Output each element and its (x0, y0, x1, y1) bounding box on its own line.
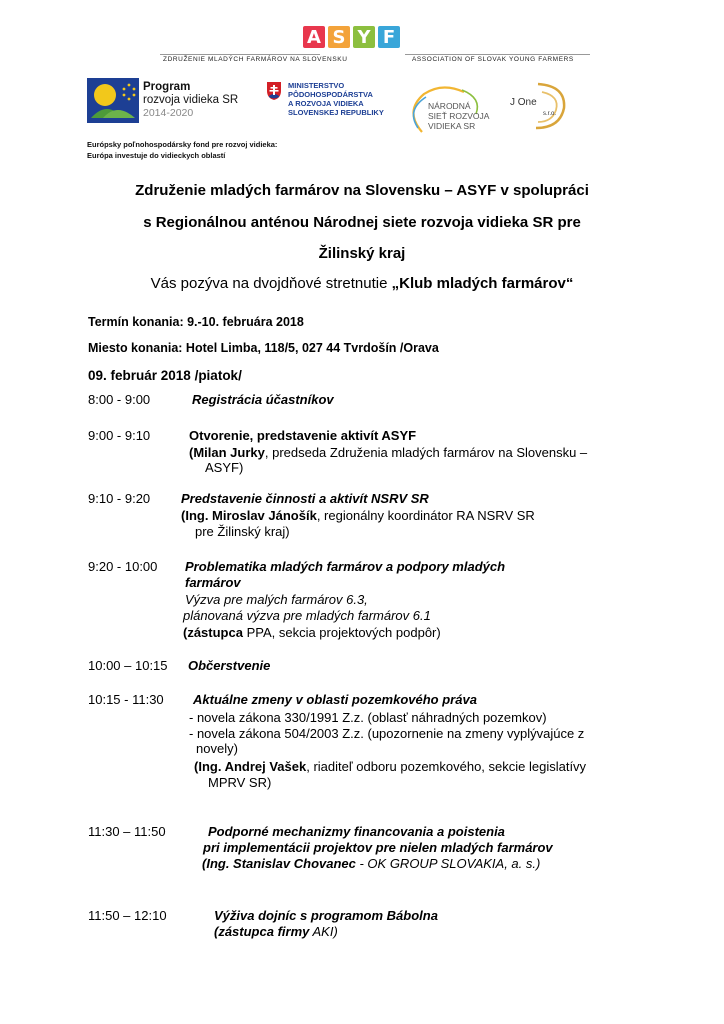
agenda-speaker-line (183, 625, 441, 640)
agenda-speaker-role: , riaditeľ odboru pozemkového, sekcie legislatívy (306, 759, 587, 774)
jone-suffix: s.r.o. (543, 111, 557, 117)
agenda-speaker-line (214, 924, 338, 939)
agenda-speaker-role: - OK GROUP SLOVAKIA, a. s.) (355, 856, 541, 871)
eu-fund-caption (87, 139, 277, 161)
nsrv-line: SIEŤ ROZVOJA (428, 111, 490, 121)
agenda-time: 9:10 - 9:20 (88, 491, 151, 506)
agenda-speaker-role: , regionálny koordinátor RA NSRV SR (316, 508, 535, 523)
eu-fund-line2: Európa investuje do vidieckych oblastí (87, 151, 226, 160)
ministry-line: A ROZVOJA VIDIEKA (288, 99, 364, 108)
prv-emblem-icon (87, 78, 139, 123)
agenda-title: Problematika mladých farmárov a podpory mladých (185, 559, 506, 574)
agenda-speaker-role-cont: ASYF) (205, 460, 244, 475)
association-name-en: ASSOCIATION OF SLOVAK YOUNG FARMERS (412, 56, 574, 63)
prv-line1: Program (143, 81, 191, 93)
prv-program-logo (87, 78, 238, 123)
agenda-title-cont: farmárov (185, 575, 241, 590)
agenda-speaker-line (189, 445, 587, 460)
eu-fund-line1: Európsky poľnohospodársky fond pre rozvoj vidieka: (87, 140, 278, 149)
invitation-prefix: Vás pozýva na dvojdňové stretnutie (150, 275, 392, 292)
agenda-speaker: (zástupca firmy (214, 924, 310, 939)
agenda-subitem: Výzva pre malých farmárov 6.3, (185, 592, 368, 607)
event-term: Termín konania: 9.-10. februára 2018 (88, 315, 304, 329)
invitation-line (0, 275, 724, 292)
agenda-title: Otvorenie, predstavenie aktivít ASYF (189, 428, 417, 443)
agenda-speaker-line (202, 856, 540, 871)
jone-name: J One (510, 97, 537, 108)
header-divider-left (160, 54, 320, 55)
agenda-time: 8:00 - 9:00 (88, 392, 151, 407)
agenda-time: 10:00 – 10:15 (88, 658, 168, 673)
agenda-title: Občerstvenie (188, 658, 271, 673)
header-divider-right (405, 54, 590, 55)
prv-years: 2014-2020 (143, 107, 194, 119)
ministry-line: MINISTERSTVO (288, 81, 345, 90)
nsrv-name (428, 101, 489, 131)
ministry-line: PÔDOHOSPODÁRSTVA (288, 90, 373, 99)
ministry-logo (266, 81, 384, 117)
logo-letter-y: Y (353, 26, 375, 48)
agenda-title: Aktuálne zmeny v oblasti pozemkového práva (193, 692, 477, 707)
agenda-time: 11:50 – 12:10 (88, 908, 167, 923)
agenda-subitem: plánovaná výzva pre mladých farmárov 6.1 (183, 608, 431, 623)
agenda-title: Registrácia účastníkov (192, 392, 334, 407)
title-line-3: Žilinský kraj (318, 245, 406, 262)
ministry-line: SLOVENSKEJ REPUBLIKY (288, 108, 384, 117)
agenda-subitem: - novela zákona 330/1991 Z.z. (oblasť náhradných pozemkov) (189, 710, 547, 725)
agenda-speaker: (Ing. Andrej Vašek (194, 759, 307, 774)
slovak-coat-of-arms-icon (266, 81, 282, 101)
day-heading: 09. február 2018 /piatok/ (88, 368, 242, 383)
agenda-speaker: (zástupca (183, 625, 243, 640)
event-name: „Klub mladých farmárov“ (391, 275, 574, 292)
logo-letter-s: S (328, 26, 350, 48)
agenda-title: Výživa dojníc s programom Bábolna (214, 908, 438, 923)
agenda-speaker-line (194, 759, 586, 774)
event-place: Miesto konania: Hotel Limba, 118/5, 027 44 Tvrdošín /Orava (88, 341, 439, 355)
agenda-speaker: (Ing. Miroslav Jánošík (181, 508, 317, 523)
agenda-speaker-role-cont: pre Žilinský kraj) (195, 524, 290, 539)
agenda-speaker-role: PPA, sekcia projektových podpôr) (242, 625, 441, 640)
agenda-speaker: (Milan Jurky (189, 445, 265, 460)
agenda-title-cont: pri implementácii projektov pre nielen mladých farmárov (203, 840, 553, 855)
association-name-sk: ZDRUŽENIE MLADÝCH FARMÁROV NA SLOVENSKU (163, 56, 348, 63)
prv-line2: rozvoja vidieka SR (143, 94, 239, 106)
nsrv-line: NÁRODNÁ (428, 101, 471, 111)
agenda-speaker: (Ing. Stanislav Chovanec (202, 856, 356, 871)
agenda-subitem: - novela zákona 504/2003 Z.z. (upozornenie na zmeny vyplývajúce z (189, 726, 585, 741)
nsrv-line: VIDIEKA SR (428, 121, 476, 131)
agenda-title: Podporné mechanizmy financovania a poistenia (208, 824, 505, 839)
agenda-speaker-role: AKI) (309, 924, 338, 939)
asyf-logo (303, 26, 400, 48)
agenda-speaker-role: , predseda Združenia mladých farmárov na Slovensku – (264, 445, 588, 460)
title-line-2: s Regionálnou anténou Národnej siete rozvoja vidieka SR pre (143, 214, 581, 231)
agenda-time: 9:20 - 10:00 (88, 559, 158, 574)
agenda-speaker-role-cont: MPRV SR) (208, 775, 272, 790)
agenda-speaker-line (181, 508, 535, 523)
agenda-time: 10:15 - 11:30 (88, 692, 164, 707)
title-line-1: Združenie mladých farmárov na Slovensku – ASYF v spolupráci (135, 182, 589, 199)
logo-letter-a: A (303, 26, 325, 48)
agenda-time: 11:30 – 11:50 (88, 824, 166, 839)
prv-program-text (143, 81, 238, 120)
agenda-title: Predstavenie činnosti a aktivít NSRV SR (181, 491, 429, 506)
agenda-time: 9:00 - 9:10 (88, 428, 151, 443)
logo-letter-f: F (378, 26, 400, 48)
ministry-name (288, 81, 384, 117)
agenda-subitem-cont: novely) (196, 741, 238, 756)
